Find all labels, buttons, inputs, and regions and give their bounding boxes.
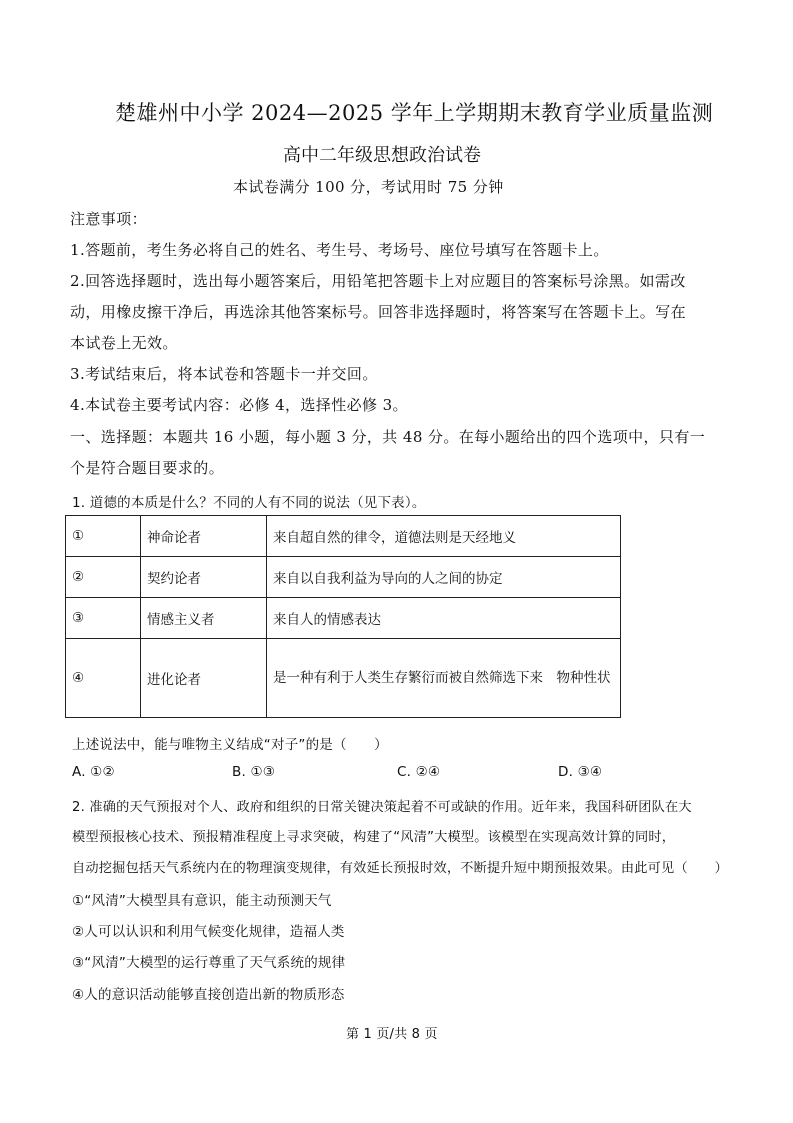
- table-cell-num: ①: [66, 516, 141, 557]
- q1-option-d: D. ③④: [558, 764, 603, 780]
- table-cell-who: 情感主义者: [141, 598, 267, 639]
- notice-item-2-line-2: 动，用橡皮擦干净后，再选涂其他答案标号。回答非选择题时，将答案写在答题卡上。写在: [70, 303, 687, 321]
- section-1-instruction-line-2: 个是符合题目要求的。: [70, 459, 225, 477]
- table-cell-desc: 来自超自然的律令，道德法则是天经地义: [267, 516, 621, 557]
- table-cell-num: ②: [66, 557, 141, 598]
- notice-item-3: 3.考试结束后，将本试卷和答题卡一并交回。: [70, 365, 378, 383]
- q1-option-c: C. ②④: [397, 764, 441, 780]
- q2-statement-3: ③“风清”大模型的运行尊重了天气系统的规律: [72, 955, 346, 971]
- table-row: [66, 639, 621, 718]
- q2-stem-line-1: 2. 准确的天气预报对个人、政府和组织的日常关键决策起着不可或缺的作用。近年来，我国科研团队在大: [72, 800, 692, 815]
- notice-item-4: 4.本试卷主要考试内容：必修 4，选择性必修 3。: [70, 396, 408, 414]
- q1-option-b: B. ①③: [232, 764, 276, 780]
- page-number: 第 1 页/共 8 页: [346, 1027, 438, 1042]
- table-cell-num: ④: [66, 639, 141, 718]
- q2-statement-4: ④人的意识活动能够直接创造出新的物质形态: [72, 987, 345, 1003]
- q2-statement-1: ①“风清”大模型具有意识，能主动预测天气: [72, 893, 332, 909]
- table-cell-num: ③: [66, 598, 141, 639]
- exam-subtitle: 高中二年级思想政治试卷: [283, 145, 481, 166]
- notice-heading: 注意事项：: [70, 210, 148, 228]
- q1-table: [65, 515, 621, 718]
- table-row: [66, 516, 621, 557]
- table-cell-who: 神命论者: [141, 516, 267, 557]
- q1-stem: 1. 道德的本质是什么？不同的人有不同的说法（见下表）。: [72, 495, 426, 511]
- table-cell-desc: 是一种有利于人类生存繁衍而被自然筛选下来 物种性状: [267, 639, 621, 718]
- table-row: [66, 598, 621, 639]
- table-cell-desc: 来自以自我利益为导向的人之间的协定: [267, 557, 621, 598]
- exam-title: 楚雄州中小学 2024—2025 学年上学期期末教育学业质量监测: [115, 101, 714, 125]
- table-row: [66, 557, 621, 598]
- section-1-instruction-line-1: 一、选择题：本题共 16 小题，每小题 3 分，共 48 分。在每小题给出的四个选项中，只有一: [70, 428, 706, 446]
- notice-item-2-line-3: 本试卷上无效。: [70, 334, 178, 352]
- table-cell-desc: 来自人的情感表达: [267, 598, 621, 639]
- q2-stem-line-2: 模型预报核心技术、预报精准程度上寻求突破，构建了“风清”大模型。该模型在实现高效计算的同时，: [72, 830, 676, 845]
- table-cell-who: 契约论者: [141, 557, 267, 598]
- table-cell-who: 进化论者: [141, 639, 267, 718]
- exam-info: 本试卷满分 100 分，考试用时 75 分钟: [233, 178, 504, 196]
- notice-item-1: 1.答题前，考生务必将自己的姓名、考生号、考场号、座位号填写在答题卡上。: [70, 241, 609, 259]
- notice-item-2-line-1: 2.回答选择题时，选出每小题答案后，用铅笔把答题卡上对应题目的答案标号涂黑。如需改: [70, 272, 686, 290]
- q1-option-a: A. ①②: [72, 764, 115, 780]
- q2-stem-line-3: 自动挖掘包括天气系统内在的物理演变规律，有效延长预报时效，不断提升短中期预报效果。由此可见（ ）: [72, 861, 728, 876]
- q2-statement-2: ②人可以认识和利用气候变化规律，造福人类: [72, 924, 345, 940]
- q1-question: 上述说法中，能与唯物主义结成“对子”的是（ ）: [72, 737, 388, 753]
